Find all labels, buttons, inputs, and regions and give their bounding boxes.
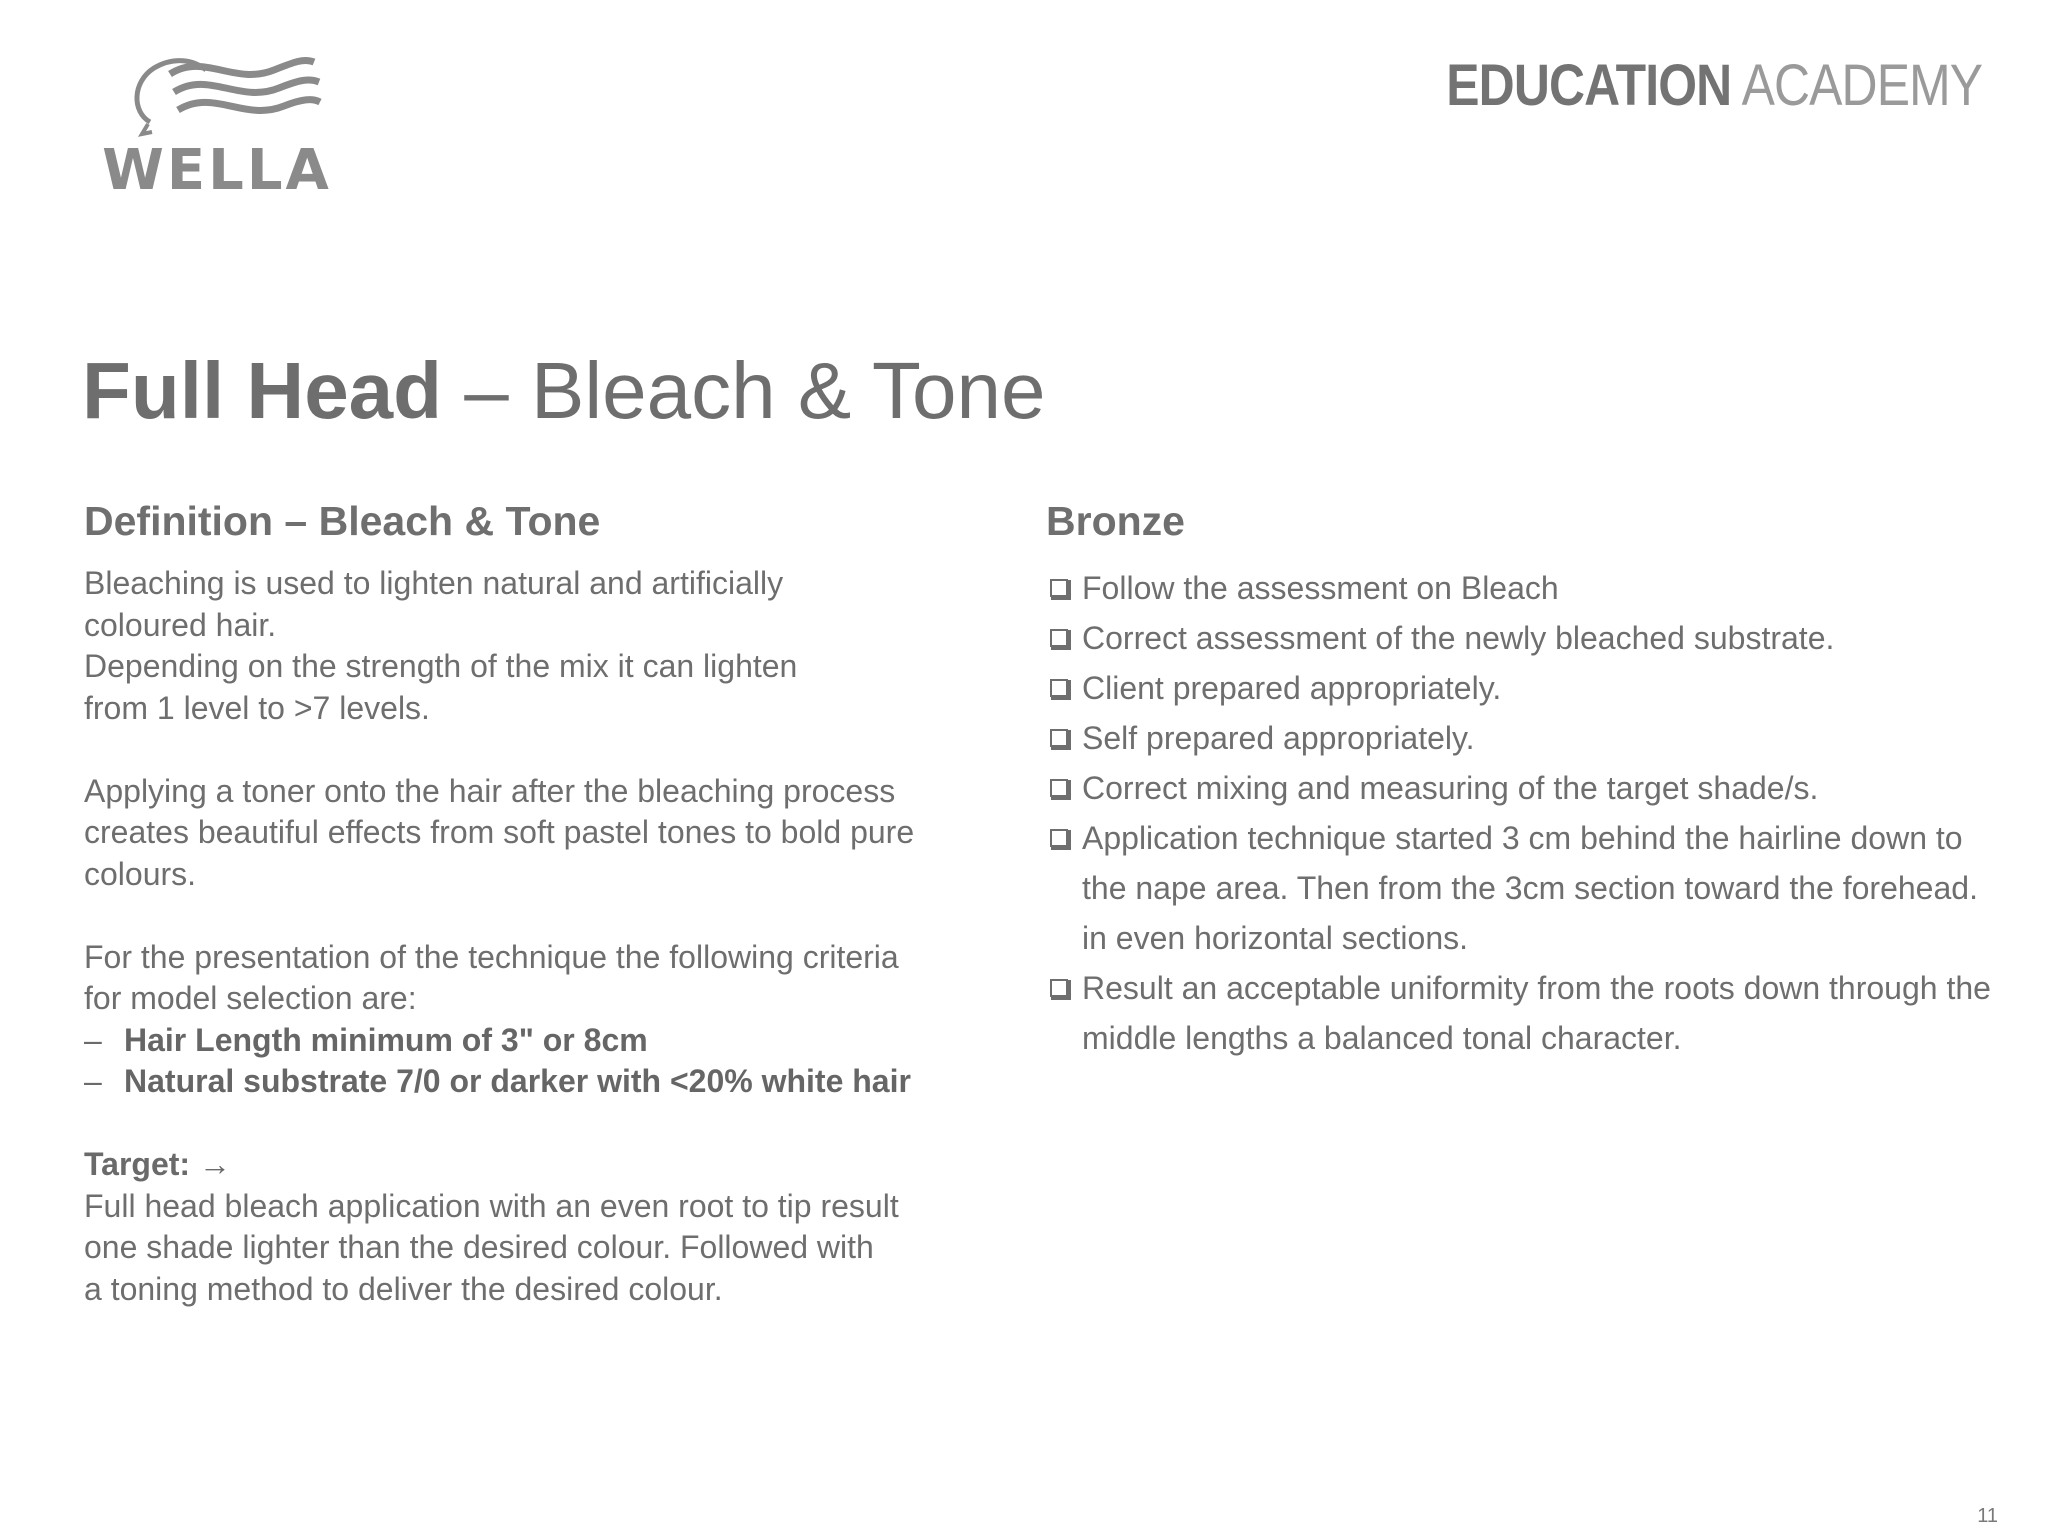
criteria-text: Hair Length minimum of 3" or 8cm	[124, 1021, 648, 1058]
page-number: 11	[1977, 1505, 1998, 1527]
para2-line3: colours.	[84, 855, 197, 892]
checkbox-icon	[1050, 579, 1068, 597]
page-title	[82, 345, 1045, 437]
checklist-item	[1046, 563, 2006, 613]
checklist-item	[1046, 613, 2006, 663]
checklist-text: Self prepared appropriately.	[1082, 720, 1475, 756]
logo-wordmark: WELLA	[102, 138, 332, 203]
wella-logo	[92, 52, 342, 203]
dash-marker: –	[84, 1063, 102, 1099]
criteria-item	[84, 1020, 1014, 1062]
academy-strong: EDUCATION	[1446, 53, 1732, 118]
checkbox-icon	[1050, 779, 1068, 797]
para3-line2: for model selection are:	[84, 980, 417, 1016]
checklist-text: Correct mixing and measuring of the target shade/s.	[1082, 770, 1819, 806]
checklist-text: Client prepared appropriately.	[1082, 670, 1502, 706]
target-line2: one shade lighter than the desired colour. Followed with	[84, 1229, 874, 1265]
para3-line1: For the presentation of the technique the following criteria	[84, 938, 899, 975]
checkbox-icon	[1050, 729, 1068, 747]
para1-line2: coloured hair.	[84, 606, 277, 643]
checkbox-icon	[1050, 629, 1068, 647]
target-line3: a toning method to deliver the desired colour.	[84, 1270, 723, 1307]
hair-waves-icon	[114, 52, 324, 142]
checklist-text: Correct assessment of the newly bleached substrate.	[1082, 620, 1835, 656]
bronze-heading: Bronze	[1046, 498, 1185, 544]
checklist-text: Application technique started 3 cm behind the hairline down to the nape area. Then from the 3cm section toward the forehead. in even horizontal sections.	[1082, 820, 1978, 956]
target-label: Target: →	[84, 1146, 231, 1182]
title-bold: Full Head	[82, 346, 443, 435]
definition-column	[84, 495, 1014, 1310]
bronze-checklist	[1046, 563, 2006, 1063]
para2-line1: Applying a toner onto the hair after the bleaching process	[84, 772, 896, 809]
checkbox-icon	[1050, 679, 1068, 697]
academy-light: ACADEMY	[1741, 53, 1982, 118]
definition-heading: Definition – Bleach & Tone	[84, 498, 601, 544]
checklist-item	[1046, 813, 2006, 963]
checklist-item	[1046, 963, 2006, 1063]
para1-line1: Bleaching is used to lighten natural and artificially	[84, 565, 784, 601]
education-academy-header	[1446, 52, 1982, 119]
para2-line2: creates beautiful effects from soft pastel tones to bold pure	[84, 814, 915, 850]
checklist-item	[1046, 663, 2006, 713]
dash-marker: –	[84, 1021, 102, 1058]
criteria-item	[84, 1061, 1014, 1103]
checklist-item	[1046, 713, 2006, 763]
checklist-text: Follow the assessment on Bleach	[1082, 570, 1559, 606]
checklist-item	[1046, 763, 2006, 813]
title-rest: – Bleach & Tone	[464, 346, 1046, 435]
criteria-text: Natural substrate 7/0 or darker with <20% white hair	[124, 1063, 911, 1099]
checkbox-icon	[1050, 829, 1068, 847]
bronze-column	[1046, 495, 2006, 1063]
target-line1: Full head bleach application with an even root to tip result	[84, 1187, 899, 1224]
para1-line4: from 1 level to >7 levels.	[84, 689, 430, 726]
para1-line3: Depending on the strength of the mix it can lighten	[84, 648, 798, 684]
checkbox-icon	[1050, 979, 1068, 997]
checklist-text: Result an acceptable uniformity from the roots down through the middle lengths a balanced tonal character.	[1082, 970, 1991, 1056]
